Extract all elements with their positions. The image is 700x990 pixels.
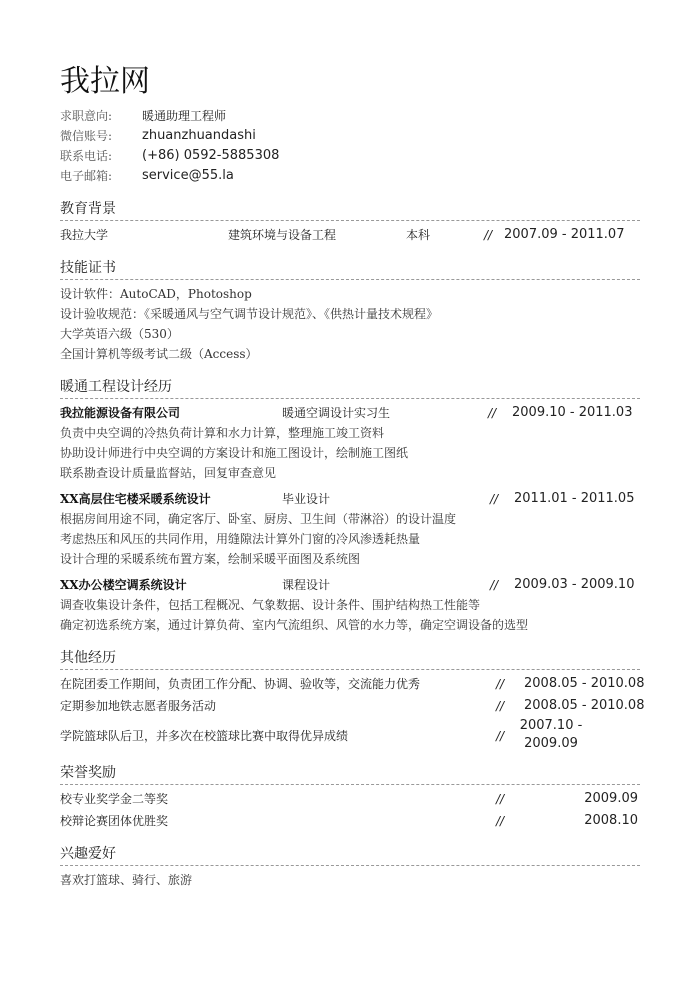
section-divider — [60, 865, 640, 866]
contact-value: zhuanzhuandashi — [142, 128, 256, 143]
experience-header — [60, 575, 640, 595]
section-title-awards: 荣誉奖励 — [60, 765, 116, 781]
skill-item: 大学英语六级（530） — [60, 327, 179, 341]
date-separator: // — [496, 677, 505, 691]
section-title-other: 其他经历 — [60, 650, 116, 666]
date-separator: // — [496, 814, 505, 828]
experience-role: 毕业设计 — [282, 492, 331, 506]
resume-page — [60, 62, 645, 890]
section-divider — [60, 279, 640, 280]
contact-row-wechat — [60, 126, 640, 146]
education-school: 我拉大学 — [60, 228, 109, 242]
experience-header — [60, 489, 640, 509]
education-major: 建筑环境与设备工程 — [228, 228, 337, 242]
other-dates-start: 2007.10 - — [519, 718, 583, 733]
skill-item: 设计软件：AutoCAD，Photoshop — [60, 287, 252, 301]
date-separator: // — [490, 578, 499, 592]
other-dates-end: 2009.09 — [524, 736, 578, 751]
experience-detail: 设计合理的采暖系统布置方案，绘制采暖平面图及系统图 — [60, 552, 361, 566]
experience-role: 暖通空调设计实习生 — [282, 406, 391, 420]
contact-row-job — [60, 106, 640, 126]
section-divider — [60, 669, 640, 670]
experience-org: 我拉能源设备有限公司 — [60, 406, 181, 420]
section-title-experience: 暖通工程设计经历 — [60, 379, 172, 395]
other-item — [60, 674, 645, 694]
award-date: 2008.10 — [584, 813, 638, 828]
experience-detail: 负责中央空调的冷热负荷计算和水力计算，整理施工竣工资料 — [60, 426, 385, 440]
section-divider — [60, 784, 640, 785]
other-text: 学院篮球队后卫，并多次在校篮球比赛中取得优异成绩 — [60, 729, 349, 743]
section-title-hobbies: 兴趣爱好 — [60, 846, 116, 862]
experience-org: XX高层住宅楼采暖系统设计 — [60, 492, 211, 506]
experience-detail: 联系勘查设计质量监督站，回复审查意见 — [60, 466, 277, 480]
section-divider — [60, 398, 640, 399]
date-separator: // — [490, 492, 499, 506]
education-degree: 本科 — [406, 228, 431, 242]
experience-dates: 2011.01 - 2011.05 — [514, 491, 635, 506]
skill-item: 设计验收规范：《采暖通风与空气调节设计规范》、《供热计量技术规程》 — [60, 307, 439, 321]
other-text: 在院团委工作期间，负责团工作分配、协调、验收等，交流能力优秀 — [60, 677, 421, 691]
date-separator: // — [488, 406, 497, 420]
contact-label: 微信账号: — [60, 129, 113, 143]
experience-detail: 确定初选系统方案，通过计算负荷、室内气流组织、风管的水力等，确定空调设备的选型 — [60, 618, 529, 632]
other-text: 定期参加地铁志愿者服务活动 — [60, 699, 217, 713]
award-text: 校专业奖学金二等奖 — [60, 792, 169, 806]
resume-name: 我拉网 — [60, 64, 150, 99]
contact-label: 求职意向: — [60, 109, 113, 123]
experience-detail: 协助设计师进行中央空调的方案设计和施工图设计，绘制施工图纸 — [60, 446, 409, 460]
date-separator: // — [484, 228, 493, 242]
award-text: 校辩论赛团体优胜奖 — [60, 814, 169, 828]
other-item — [60, 718, 640, 754]
education-dates: 2007.09 - 2011.07 — [504, 227, 625, 242]
experience-org: XX办公楼空调系统设计 — [60, 578, 187, 592]
date-separator: // — [496, 792, 505, 806]
hobbies-text: 喜欢打篮球、骑行、旅游 — [60, 873, 193, 887]
experience-detail: 考虑热压和风压的共同作用，用缝隙法计算外门窗的冷风渗透耗热量 — [60, 532, 421, 546]
experience-detail: 根据房间用途不同，确定客厅、卧室、厨房、卫生间（带淋浴）的设计温度 — [60, 512, 457, 526]
contact-block — [60, 106, 640, 186]
date-separator: // — [496, 699, 505, 713]
contact-label: 电子邮箱: — [60, 169, 113, 183]
experience-dates: 2009.10 - 2011.03 — [512, 405, 633, 420]
other-dates: 2008.05 - 2010.08 — [524, 698, 645, 713]
contact-label: 联系电话: — [60, 149, 113, 163]
contact-value: 暖通助理工程师 — [142, 109, 227, 123]
other-dates — [512, 717, 590, 753]
award-item — [60, 789, 640, 809]
award-date: 2009.09 — [584, 791, 638, 806]
contact-row-email — [60, 166, 640, 186]
other-dates: 2008.05 - 2010.08 — [524, 676, 645, 691]
section-title-education: 教育背景 — [60, 201, 116, 217]
skill-item: 全国计算机等级考试二级（Access） — [60, 347, 258, 361]
contact-value[interactable]: service@55.la — [142, 168, 234, 183]
section-divider — [60, 220, 640, 221]
award-item — [60, 811, 640, 831]
other-item — [60, 696, 645, 716]
contact-value: (+86) 0592-5885308 — [142, 148, 280, 163]
experience-detail: 调查收集设计条件，包括工程概况、气象数据、设计条件、围护结构热工性能等 — [60, 598, 481, 612]
experience-dates: 2009.03 - 2009.10 — [514, 577, 635, 592]
experience-role: 课程设计 — [282, 578, 331, 592]
contact-row-phone — [60, 146, 640, 166]
date-separator: // — [496, 729, 505, 743]
section-title-skills: 技能证书 — [60, 260, 116, 276]
education-row — [60, 225, 640, 245]
experience-header — [60, 403, 640, 423]
